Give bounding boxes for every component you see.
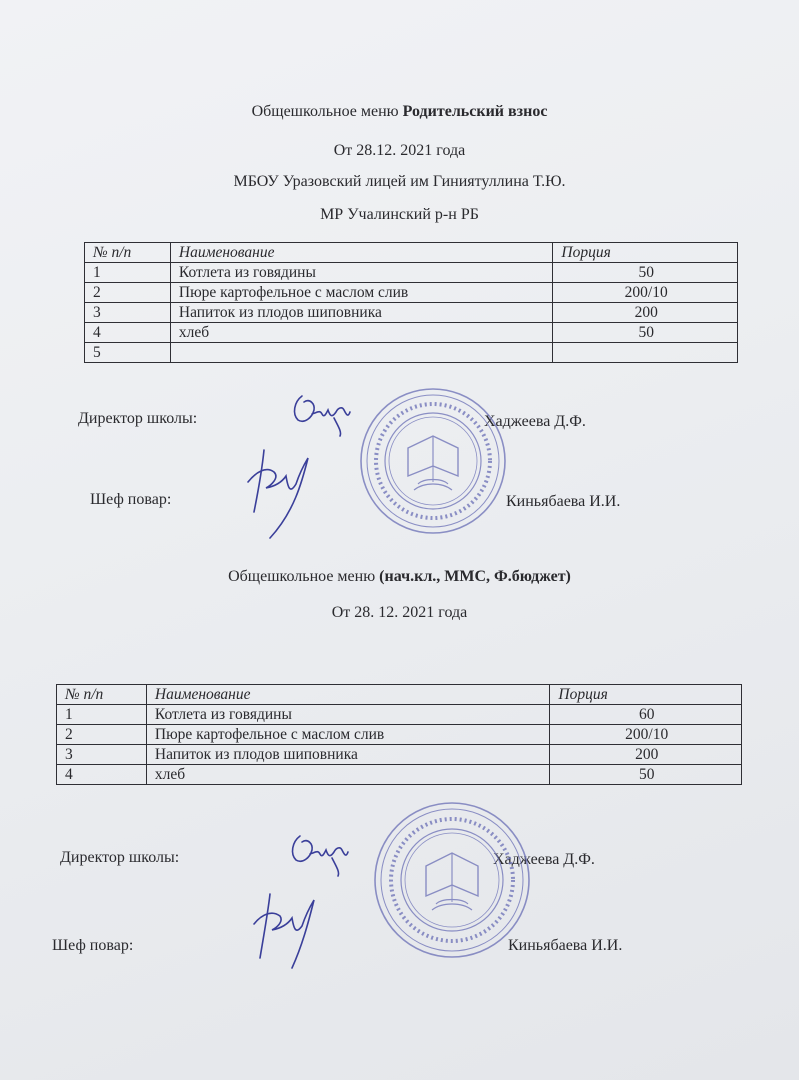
- menu1-table-cell: Напиток из плодов шиповника: [170, 303, 553, 323]
- menu2-table-cell: 50: [550, 765, 742, 785]
- menu1-header-row: [85, 243, 738, 263]
- menu1-table-row: [85, 343, 738, 363]
- menu2-table-row: [57, 725, 742, 745]
- menu1-title-bold: Родительский взнос: [402, 103, 548, 120]
- menu2-chef-name: Киньябаева И.И.: [508, 937, 623, 954]
- director-signature-icon: [286, 828, 356, 878]
- menu1-table-cell: 4: [85, 323, 171, 343]
- menu1-table-row: [85, 303, 738, 323]
- school-stamp-icon: [358, 386, 508, 536]
- menu1-title: [0, 102, 799, 122]
- menu1-date: От 28.12. 2021 года: [333, 142, 466, 159]
- menu2-table-row: [57, 765, 742, 785]
- menu2-header-row: [57, 685, 742, 705]
- menu1-table-cell: 2: [85, 283, 171, 303]
- menu1-table: [84, 242, 738, 363]
- menu2-header-cell: Порция: [550, 685, 742, 705]
- menu2-title-prefix: Общешкольное меню: [228, 568, 380, 585]
- menu2-table-cell: 2: [57, 725, 147, 745]
- menu2-title: [0, 567, 799, 587]
- menu1-director-label: Директор школы:: [78, 410, 198, 427]
- menu2-table-row: [57, 745, 742, 765]
- menu1-header-cell: Наименование: [170, 243, 553, 263]
- chef-signature-icon: [236, 442, 326, 542]
- menu2-date: От 28. 12. 2021 года: [331, 604, 468, 621]
- menu1-director-name: Хаджеева Д.Ф.: [484, 413, 586, 430]
- menu1-table-cell: 1: [85, 263, 171, 283]
- menu1-table-cell: 200/10: [553, 283, 738, 303]
- menu1-header-cell: № п/п: [85, 243, 171, 263]
- school-stamp-icon: [372, 800, 532, 960]
- menu2-director-label: Директор школы:: [60, 849, 180, 866]
- menu2-table-cell: 3: [57, 745, 147, 765]
- menu1-title-prefix: Общешкольное меню: [251, 103, 403, 120]
- menu2-table-cell: Напиток из плодов шиповника: [146, 745, 550, 765]
- menu2-table-cell: 60: [550, 705, 742, 725]
- director-signature-icon: [288, 388, 358, 438]
- menu2-table-cell: Котлета из говядины: [146, 705, 550, 725]
- menu1-table-cell: [170, 343, 553, 363]
- menu1-table-cell: 50: [553, 323, 738, 343]
- menu2-table-cell: Пюре картофельное с маслом слив: [146, 725, 550, 745]
- menu1-table-cell: 5: [85, 343, 171, 363]
- menu1-school: МБОУ Уразовский лицей им Гиниятуллина Т.Ю.: [233, 173, 566, 190]
- menu1-chef-label: Шеф повар:: [90, 491, 172, 508]
- menu1-table-row: [85, 323, 738, 343]
- menu1-chef-name: Киньябаева И.И.: [506, 493, 621, 510]
- menu1-table-row: [85, 283, 738, 303]
- menu2-table-cell: хлеб: [146, 765, 550, 785]
- menu2-table-cell: 1: [57, 705, 147, 725]
- menu1-region: МР Учалинский р-н РБ: [320, 206, 479, 223]
- menu1-table-cell: 50: [553, 263, 738, 283]
- menu2-title-bold: (нач.кл., ММС, Ф.бюджет): [379, 568, 571, 585]
- menu2-table-cell: 200/10: [550, 725, 742, 745]
- menu2-header-cell: № п/п: [57, 685, 147, 705]
- menu1-table-cell: 200: [553, 303, 738, 323]
- menu1-table-cell: Котлета из говядины: [170, 263, 553, 283]
- menu1-table-cell: [553, 343, 738, 363]
- menu2-table-cell: 4: [57, 765, 147, 785]
- menu2-table-row: [57, 705, 742, 725]
- menu2-table-cell: 200: [550, 745, 742, 765]
- menu1-table-cell: Пюре картофельное с маслом слив: [170, 283, 553, 303]
- menu1-table-cell: хлеб: [170, 323, 553, 343]
- menu2-table: [56, 684, 742, 785]
- menu2-header-cell: Наименование: [146, 685, 550, 705]
- menu2-chef-label: Шеф повар:: [52, 937, 134, 954]
- menu2-director-name: Хаджеева Д.Ф.: [493, 851, 595, 868]
- menu1-table-cell: 3: [85, 303, 171, 323]
- menu1-table-row: [85, 263, 738, 283]
- menu1-header-cell: Порция: [553, 243, 738, 263]
- chef-signature-icon: [240, 888, 330, 972]
